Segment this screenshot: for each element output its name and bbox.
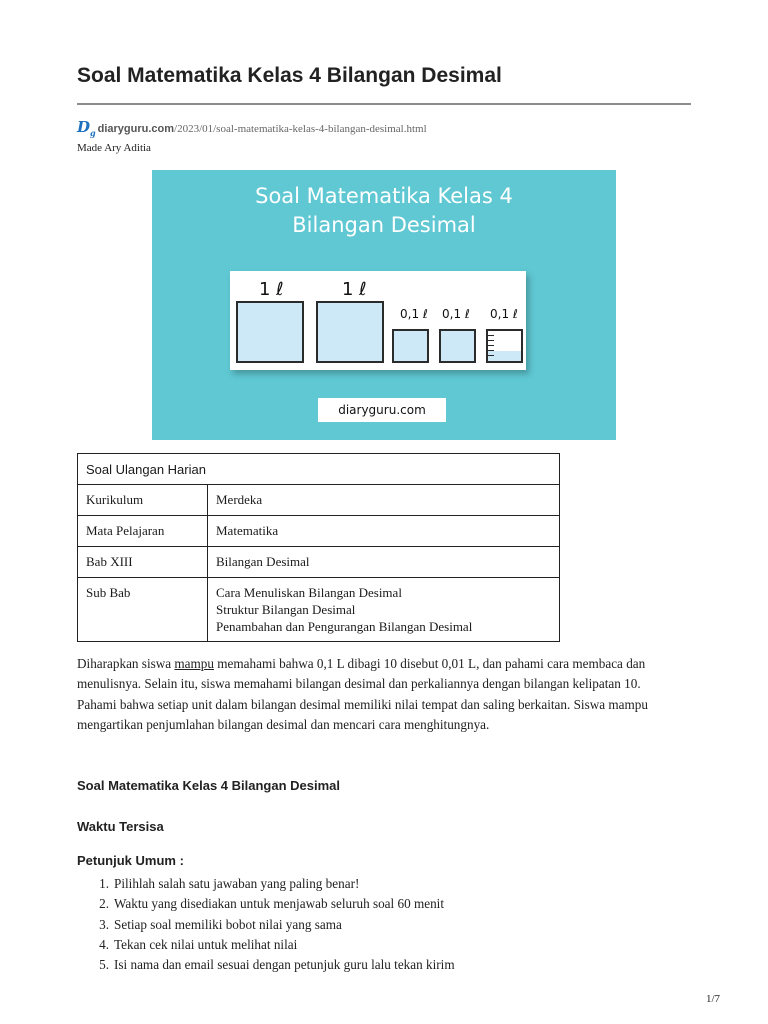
table-row: [78, 578, 560, 642]
beaker-tick: [488, 355, 494, 356]
beaker-partial-icon: [486, 329, 523, 363]
underlined-word: mampu: [174, 656, 214, 671]
beaker-1l-icon: [316, 301, 384, 363]
author-name: Made Ary Aditia: [77, 142, 151, 154]
table-key: Sub Bab: [78, 578, 208, 642]
source-line: [77, 118, 427, 138]
beaker-tick: [488, 345, 494, 346]
beaker-label: 0,1 ℓ: [400, 307, 428, 321]
hero-badge: diaryguru.com: [318, 398, 446, 422]
beaker-tick: [488, 340, 494, 341]
beaker-label: 0,1 ℓ: [490, 307, 518, 321]
beaker-label: 1 ℓ: [342, 279, 367, 300]
section-title: Soal Matematika Kelas 4 Bilangan Desimal: [77, 778, 340, 793]
beaker-tick: [488, 335, 494, 336]
list-item: 5. Isi nama dan email sesuai dengan petunjuk guru lalu tekan kirim: [99, 957, 455, 973]
beaker-label: 0,1 ℓ: [442, 307, 470, 321]
beaker-label: 1 ℓ: [259, 279, 284, 300]
beaker-small-icon: [392, 329, 429, 363]
subbab-item: Penambahan dan Pengurangan Bilangan Desimal: [216, 619, 473, 634]
hero-image: [152, 170, 616, 440]
table-value: Bilangan Desimal: [208, 547, 560, 578]
instructions-list: [77, 874, 455, 975]
table-value: Matematika: [208, 516, 560, 547]
table-row: [78, 547, 560, 578]
table-row: [78, 516, 560, 547]
beaker-small-icon: [439, 329, 476, 363]
hero-title: [152, 182, 616, 240]
hero-title-line2: Bilangan Desimal: [292, 213, 476, 237]
title-divider: [77, 103, 691, 105]
table-header: Soal Ulangan Harian: [78, 454, 560, 485]
intro-paragraph: Diharapkan siswa mampu memahami bahwa 0,1 L dibagi 10 disebut 0,01 L, dan pahami cara membaca dan menulisnya. Selain itu, siswa memahami bilangan desimal dan perkaliannya dengan bilangan kelipatan 10. Pahami bahwa setiap unit dalam bilangan desimal memiliki nilai tempat dan saling berkaitan. Siswa mampu mengartikan penjumlahan bilangan desimal dan mencari cara menghitungnya.: [77, 656, 648, 732]
subbab-item: Cara Menuliskan Bilangan Desimal: [216, 585, 402, 600]
list-item: 3. Setiap soal memiliki bobot nilai yang sama: [99, 916, 342, 932]
list-item: 2. Waktu yang disediakan untuk menjawab seluruh soal 60 menit: [99, 896, 445, 912]
timer-label: Waktu Tersisa: [77, 819, 164, 834]
beaker-1l-icon: [236, 301, 304, 363]
beaker-card: [230, 271, 526, 370]
table-key: Bab XIII: [78, 547, 208, 578]
page-title: Soal Matematika Kelas 4 Bilangan Desimal: [77, 64, 502, 87]
beaker-fill: [488, 351, 521, 361]
subbab-item: Struktur Bilangan Desimal: [216, 602, 356, 617]
source-path-link[interactable]: /2023/01/soal-matematika-kelas-4-bilangan-desimal.html: [174, 123, 427, 135]
table-key: Kurikulum: [78, 485, 208, 516]
diaryguru-logo-icon: $D_g$: [77, 118, 96, 138]
instructions-heading: Petunjuk Umum :: [77, 853, 184, 868]
source-domain-link[interactable]: diaryguru.com: [97, 123, 175, 135]
list-item: 1. Pilihlah salah satu jawaban yang paling benar!: [99, 876, 360, 891]
table-key: Mata Pelajaran: [78, 516, 208, 547]
table-value: Merdeka: [208, 485, 560, 516]
beaker-tick: [488, 350, 494, 351]
list-item: 4. Tekan cek nilai untuk melihat nilai: [99, 936, 298, 952]
table-row: [78, 485, 560, 516]
hero-title-line1: Soal Matematika Kelas 4: [255, 184, 513, 208]
info-table: [77, 453, 560, 642]
page-number: 1/7: [705, 993, 720, 1005]
table-value: [208, 578, 560, 642]
